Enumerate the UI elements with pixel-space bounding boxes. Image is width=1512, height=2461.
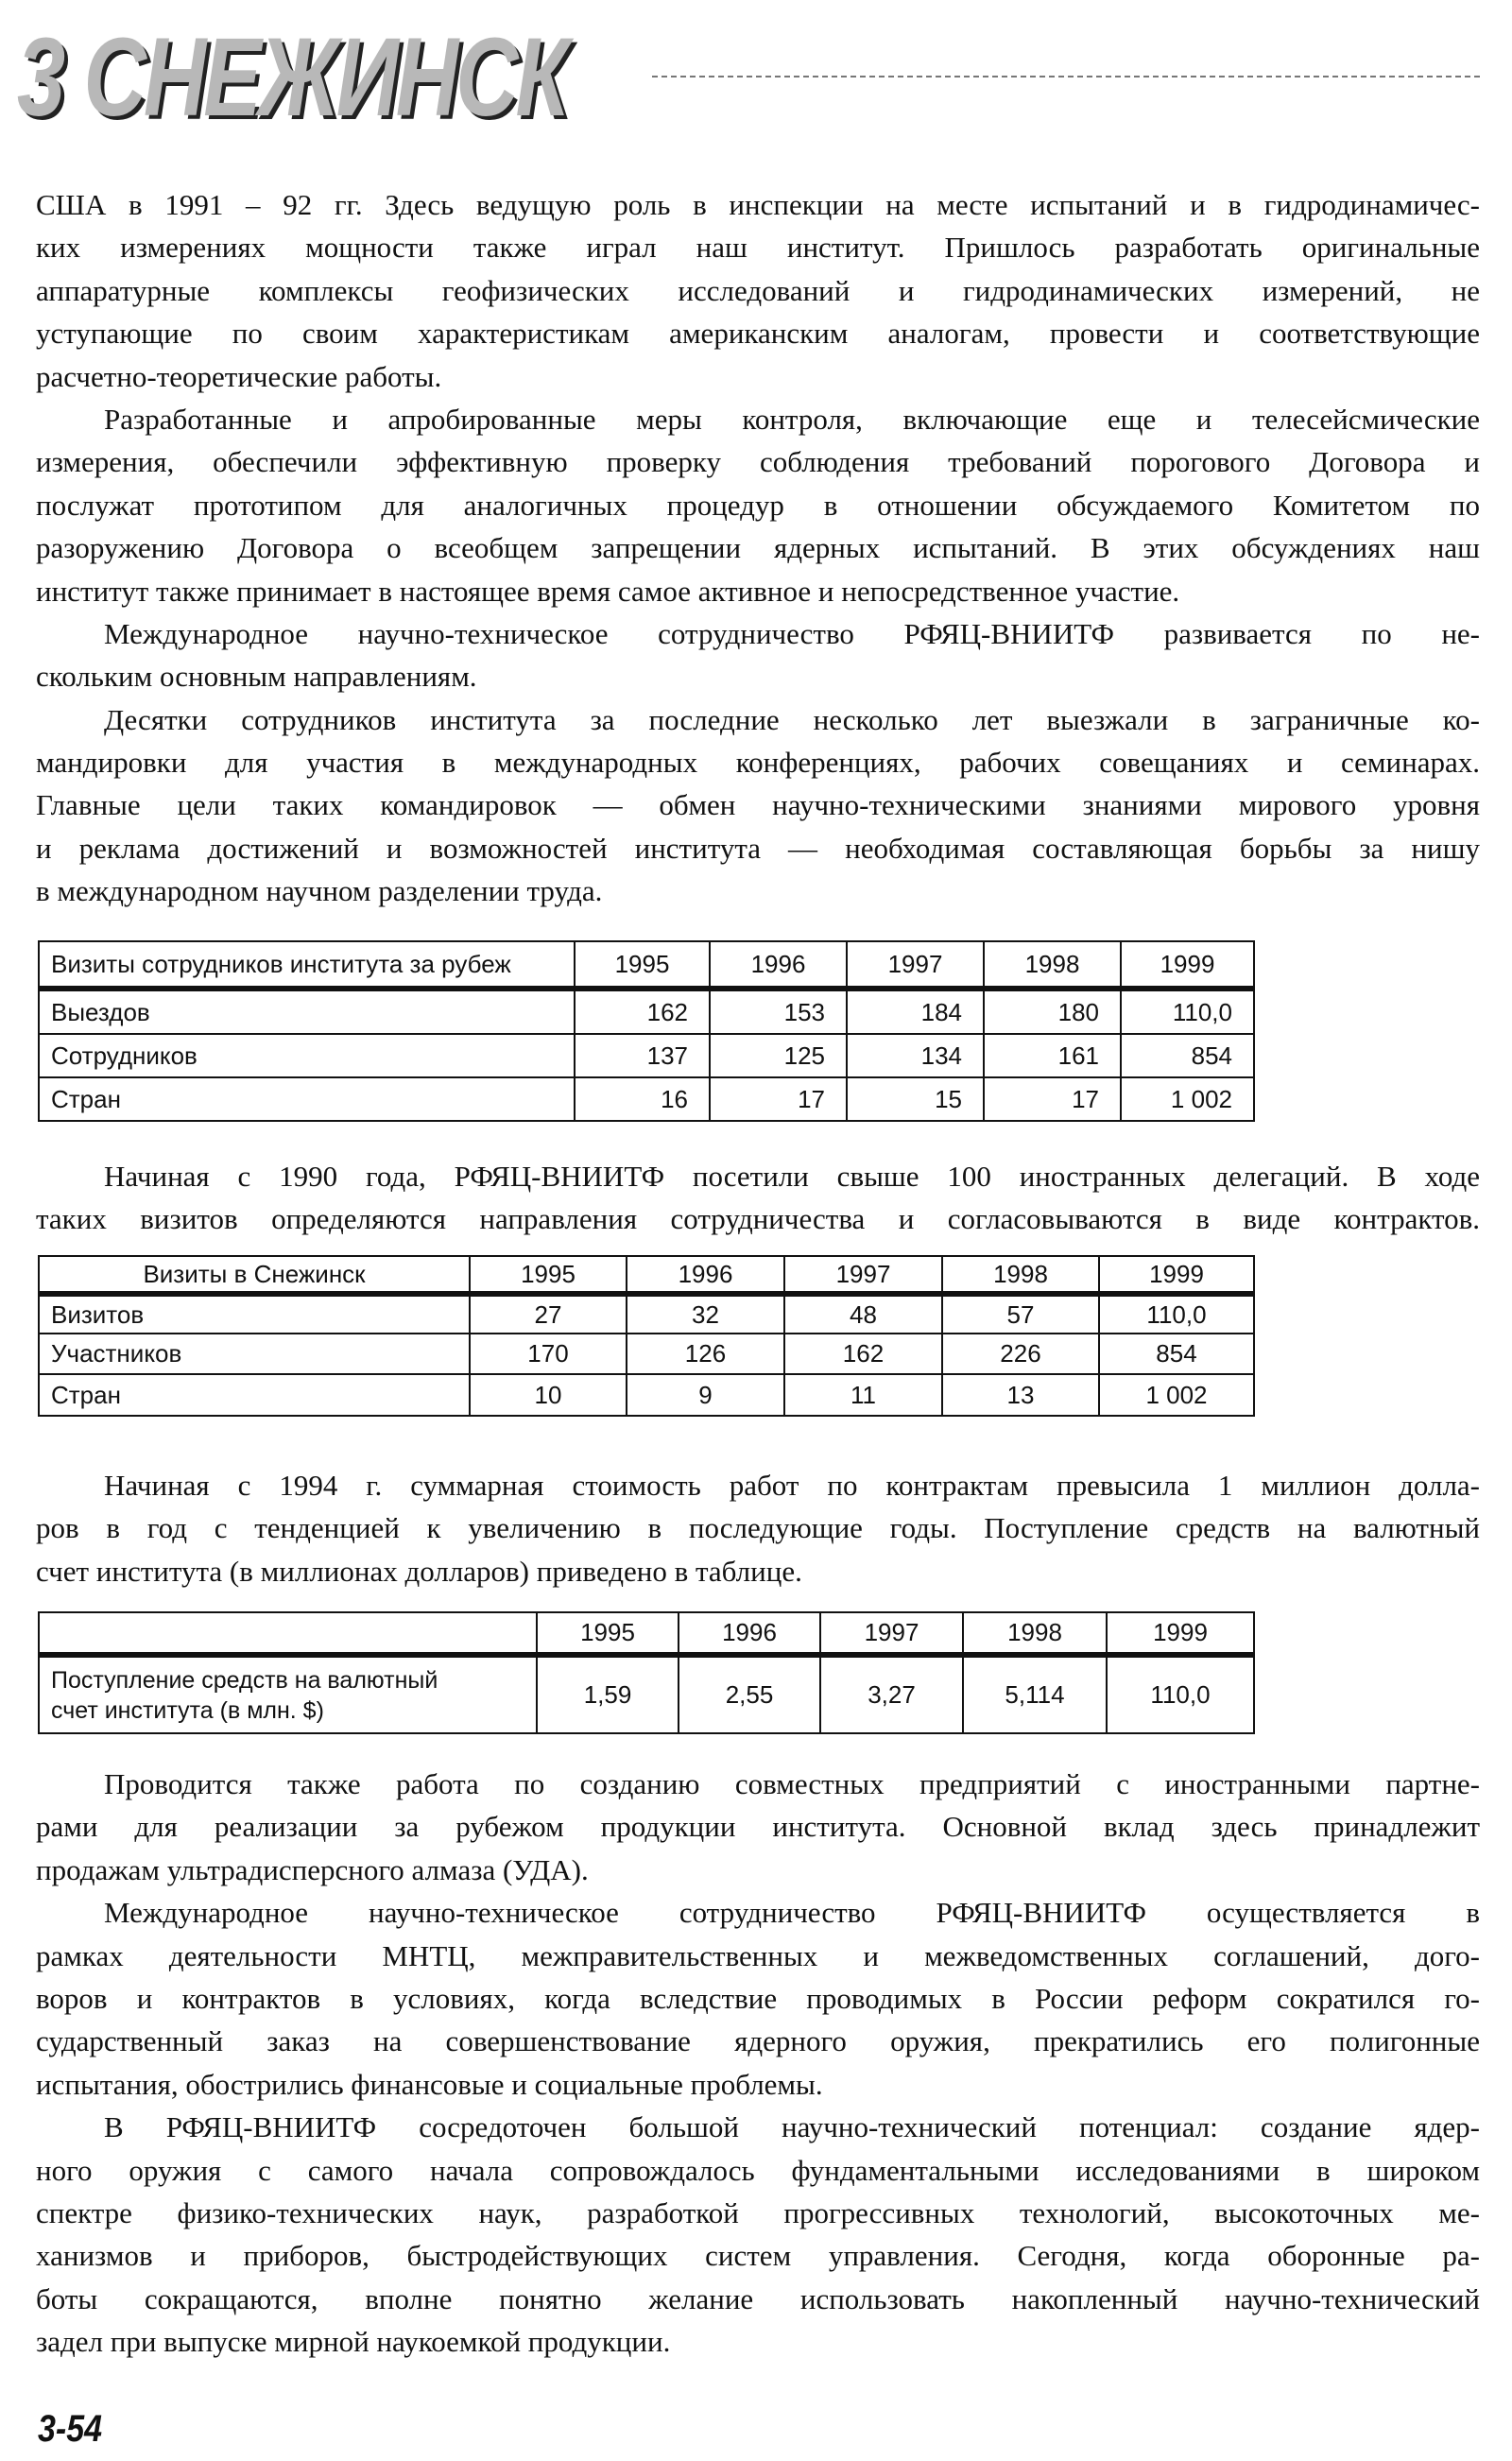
value-cell: 1996 xyxy=(710,941,847,989)
paragraph-line: рамках деятельности МНТЦ, межправительственных и межведомственных соглашений, дого- xyxy=(36,1938,1480,1972)
value-cell: 110,0 xyxy=(1099,1294,1254,1334)
text-section-3 xyxy=(36,1464,1480,1592)
paragraph-line: счет института (в миллионах долларов) приведено в таблице. xyxy=(36,1554,802,1588)
table-row xyxy=(39,1034,1254,1077)
value-cell: 1999 xyxy=(1099,1256,1254,1294)
paragraph-line: продажам ультрадисперсного алмаза (УДА). xyxy=(36,1852,589,1886)
value-cell: 137 xyxy=(575,1034,710,1077)
value-cell: 1996 xyxy=(679,1612,820,1655)
value-cell: 13 xyxy=(942,1374,1099,1416)
paragraph-line: аппаратурные комплексы геофизических исследований и гидродинамических измерений, не xyxy=(36,273,1480,307)
table-row xyxy=(39,989,1254,1034)
value-cell: 2,55 xyxy=(679,1655,820,1733)
value-cell: 5,114 xyxy=(963,1655,1107,1733)
table-header-row xyxy=(39,941,1254,989)
paragraph-line: таких визитов определяются направления сотрудничества и согласовываются в виде контрактов. xyxy=(36,1202,1480,1236)
paragraph-line: измерения, обеспечили эффективную проверку соблюдения требований порогового Договора и xyxy=(36,445,1480,479)
paragraph-line: США в 1991 – 92 гг. Здесь ведущую роль в инспекции на месте испытаний и в гидродинамичес- xyxy=(36,188,1480,221)
value-cell: 1996 xyxy=(627,1256,784,1294)
value-cell: 9 xyxy=(627,1374,784,1416)
value-cell: 1998 xyxy=(963,1612,1107,1655)
table-row xyxy=(39,1077,1254,1121)
paragraph-line: боты сокращаются, вполне понятно желание использовать накопленный научно-технический xyxy=(36,2281,1480,2315)
paragraph-line: Главные цели таких командировок — обмен научно-техническими знаниями мирового уровня xyxy=(36,788,1480,822)
paragraph-line: послужат прототипом для аналогичных процедур в отношении обсуждаемого Комитетом по xyxy=(36,488,1480,522)
value-cell: 32 xyxy=(627,1294,784,1334)
paragraph-line: воров и контрактов в условиях, когда вследствие проводимых в России реформ сократился го- xyxy=(36,1981,1480,2015)
table-visits-abroad xyxy=(38,940,1255,1122)
paragraph-line: институт также принимает в настоящее время самое активное и непосредственное участие. xyxy=(36,574,1180,608)
paragraph-line: испытания, обострились финансовые и социальные проблемы. xyxy=(36,2067,823,2101)
row-label-cell: Выездов xyxy=(39,989,575,1034)
paragraph-line: сударственный заказ на совершенствование ядерного оружия, прекратились его полигонные xyxy=(36,2024,1480,2058)
row-label-cell: Визитов xyxy=(39,1294,470,1334)
paragraph-line: мандировки для участия в международных конференциях, рабочих совещаниях и семинарах. xyxy=(36,746,1480,780)
text-section-1 xyxy=(36,183,1480,913)
value-cell: 17 xyxy=(984,1077,1121,1121)
title-rule xyxy=(652,76,1480,77)
chapter-title: 3 СНЕЖИНСК xyxy=(17,15,566,140)
value-cell: 110,0 xyxy=(1121,989,1254,1034)
value-cell: 854 xyxy=(1121,1034,1254,1077)
paragraph-line: уступающие по своим характеристикам американским аналогам, провести и соответствующие xyxy=(36,317,1480,351)
table-visits-snezhinsk xyxy=(38,1255,1255,1417)
value-cell: 161 xyxy=(984,1034,1121,1077)
paragraph-line: ханизмов и приборов, быстродействующих систем управления. Сегодня, когда оборонные ра- xyxy=(36,2239,1480,2273)
paragraph-line: скольким основным направлениям. xyxy=(36,660,477,694)
value-cell: 1997 xyxy=(820,1612,963,1655)
value-cell: 1,59 xyxy=(537,1655,679,1733)
value-cell: 110,0 xyxy=(1107,1655,1254,1733)
table-row xyxy=(39,1294,1254,1334)
value-cell: 134 xyxy=(847,1034,984,1077)
value-cell: 11 xyxy=(784,1374,942,1416)
value-cell: 1995 xyxy=(537,1612,679,1655)
value-cell: 16 xyxy=(575,1077,710,1121)
paragraph-line: Международное научно-техническое сотрудничество РФЯЦ-ВНИИТФ осуществляется в xyxy=(104,1896,1480,1930)
paragraph-line: и реклама достижений и возможностей института — необходимая составляющая борьбы за нишу xyxy=(36,831,1480,865)
value-cell: 125 xyxy=(710,1034,847,1077)
paragraph-line: Начиная с 1994 г. суммарная стоимость работ по контрактам превысила 1 миллион долла- xyxy=(104,1469,1480,1502)
value-cell: 3,27 xyxy=(820,1655,963,1733)
value-cell: 1997 xyxy=(784,1256,942,1294)
value-cell: 1999 xyxy=(1121,941,1254,989)
paragraph-line: задел при выпуске мирной наукоемкой продукции. xyxy=(36,2325,671,2359)
value-cell: 1 002 xyxy=(1099,1374,1254,1416)
paragraph-line: Десятки сотрудников института за последние несколько лет выезжали в заграничные ко- xyxy=(104,702,1480,736)
value-cell: 226 xyxy=(942,1334,1099,1374)
table-currency-income xyxy=(38,1611,1255,1734)
paragraph-line: ров в год с тенденцией к увеличению в последующие годы. Поступление средств на валютный xyxy=(36,1511,1480,1545)
table-header-row xyxy=(39,1256,1254,1294)
row-label-cell: Визиты сотрудников института за рубеж xyxy=(39,941,575,989)
paragraph-line: В РФЯЦ-ВНИИТФ сосредоточен большой научно-технический потенциал: создание ядер- xyxy=(104,2110,1480,2144)
value-cell: 170 xyxy=(470,1334,627,1374)
value-cell: 27 xyxy=(470,1294,627,1334)
value-cell: 1995 xyxy=(470,1256,627,1294)
paragraph-line: Проводится также работа по созданию совместных предприятий с иностранными партне- xyxy=(104,1767,1480,1800)
text-section-4 xyxy=(36,1763,1480,2363)
value-cell: 57 xyxy=(942,1294,1099,1334)
value-cell: 15 xyxy=(847,1077,984,1121)
value-cell: 1998 xyxy=(984,941,1121,989)
row-label-cell: Участников xyxy=(39,1334,470,1374)
value-cell: 180 xyxy=(984,989,1121,1034)
table-header-row xyxy=(39,1612,1254,1655)
paragraph-line: расчетно-теоретические работы. xyxy=(36,359,442,393)
value-cell: 10 xyxy=(470,1374,627,1416)
row-label-cell: Стран xyxy=(39,1374,470,1416)
page-number: 3-54 xyxy=(38,2408,103,2450)
table-row xyxy=(39,1374,1254,1416)
paragraph-line: Начиная с 1990 года, РФЯЦ-ВНИИТФ посетили свыше 100 иностранных делегаций. В ходе xyxy=(104,1160,1480,1193)
table-row xyxy=(39,1334,1254,1374)
value-cell: 162 xyxy=(575,989,710,1034)
value-cell: 1998 xyxy=(942,1256,1099,1294)
table-row xyxy=(39,1655,1254,1733)
paragraph-line: ного оружия с самого начала сопровождалось фундаментальными исследованиями в широком xyxy=(36,2153,1480,2187)
paragraph-line: рами для реализации за рубежом продукции института. Основной вклад здесь принадлежит xyxy=(36,1810,1480,1844)
value-cell: 48 xyxy=(784,1294,942,1334)
row-label-cell xyxy=(39,1612,537,1655)
paragraph-line: Разработанные и апробированные меры контроля, включающие еще и телесейсмические xyxy=(104,402,1480,436)
row-label-cell: Визиты в Снежинск xyxy=(39,1256,470,1294)
value-cell: 184 xyxy=(847,989,984,1034)
row-label-cell: Сотрудников xyxy=(39,1034,575,1077)
text-section-2 xyxy=(36,1155,1480,1241)
value-cell: 1999 xyxy=(1107,1612,1254,1655)
paragraph-line: Международное научно-техническое сотрудничество РФЯЦ-ВНИИТФ развивается по не- xyxy=(104,616,1480,650)
value-cell: 1997 xyxy=(847,941,984,989)
value-cell: 1 002 xyxy=(1121,1077,1254,1121)
value-cell: 17 xyxy=(710,1077,847,1121)
row-label-cell: Поступление средств на валютный счет института (в млн. $) xyxy=(39,1655,537,1733)
paragraph-line: разоружению Договора о всеобщем запрещении ядерных испытаний. В этих обсуждениях наш xyxy=(36,531,1480,565)
value-cell: 162 xyxy=(784,1334,942,1374)
value-cell: 854 xyxy=(1099,1334,1254,1374)
value-cell: 126 xyxy=(627,1334,784,1374)
paragraph-line: ких измерениях мощности также играл наш институт. Пришлось разработать оригинальные xyxy=(36,231,1480,265)
paragraph-line: спектре физико-технических наук, разработкой прогрессивных технологий, высокоточных ме- xyxy=(36,2195,1480,2229)
row-label-cell: Стран xyxy=(39,1077,575,1121)
paragraph-line: в международном научном разделении труда. xyxy=(36,874,603,908)
value-cell: 1995 xyxy=(575,941,710,989)
value-cell: 153 xyxy=(710,989,847,1034)
